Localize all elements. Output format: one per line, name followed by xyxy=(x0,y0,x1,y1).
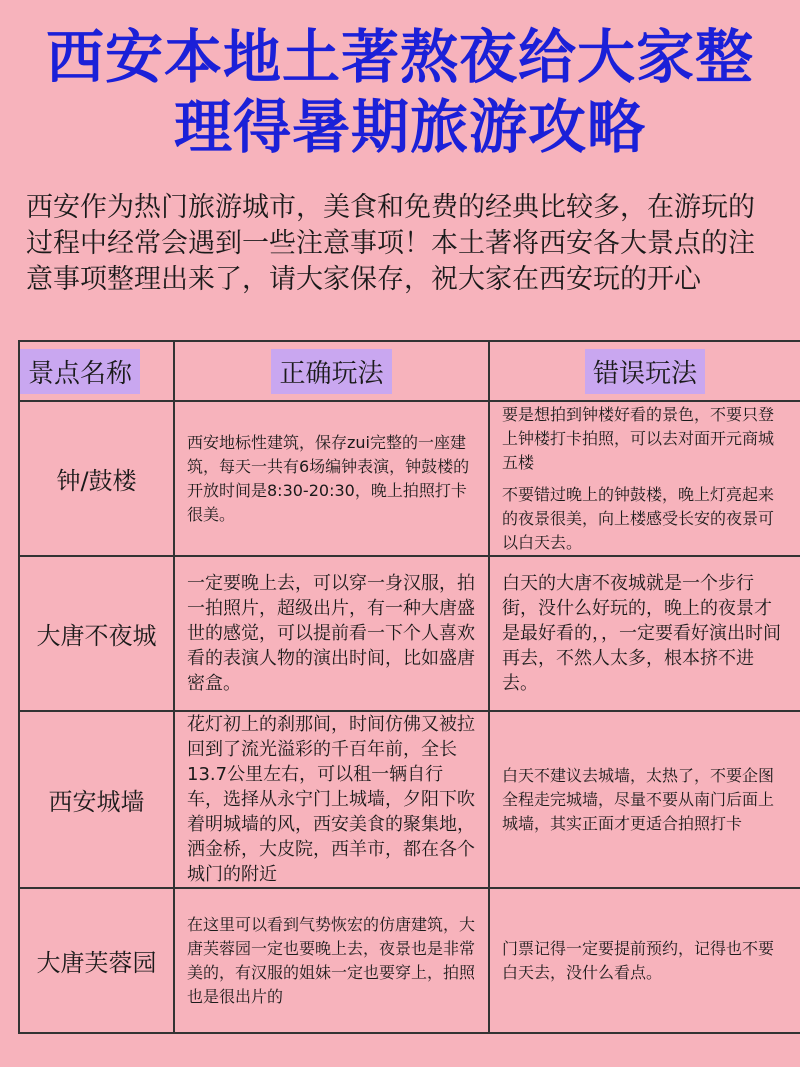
attraction-name: 大唐芙蓉园 xyxy=(19,888,174,1033)
table-row xyxy=(19,711,800,888)
wrong-way-text: 白天不建议去城墙，太热了，不要企图全程走完城墙，尽量不要从南门后面上城墙，其实正面才更适合拍照打卡 xyxy=(502,765,775,833)
header-wrong-way: 错误玩法 xyxy=(585,349,705,394)
table-row xyxy=(19,401,800,556)
correct-way-cell xyxy=(174,711,489,888)
header-cell-correct xyxy=(174,341,489,401)
wrong-way-text: 不要错过晚上的钟鼓楼，晚上灯亮起来的夜景很美，向上楼感受长安的夜景可以白天去。 xyxy=(502,484,775,552)
wrong-way-text: 白天的大唐不夜城就是一个步行街，没什么好玩的，晚上的夜景才是最好看的，，一定要看好演出时间再去，不然人太多，根本挤不进去。 xyxy=(502,573,781,694)
correct-way-cell xyxy=(174,556,489,711)
page-title xyxy=(0,22,800,162)
correct-way-cell xyxy=(174,888,489,1033)
title-line-1: 西安本地土著熬夜给大家整 xyxy=(45,23,754,91)
header-attraction-name: 景点名称 xyxy=(20,349,140,394)
table-row xyxy=(19,888,800,1033)
title-line-2: 理得暑期旅游攻略 xyxy=(173,93,646,161)
correct-way-text: 在这里可以看到气势恢宏的仿唐建筑，大唐芙蓉园一定也要晚上去，夜景也是非常美的，有汉服的姐妹一定也要穿上，拍照也是很出片的 xyxy=(187,914,476,1006)
wrong-way-content xyxy=(490,403,800,555)
correct-way-text: 花灯初上的刹那间，时间仿佛又被拉回到了流光溢彩的千百年前，全长13.7公里左右，可以租一辆自行车，选择从永宁门上城墙，夕阳下吹着明城墙的风，西安美食的聚集地，洒金桥，大皮院，西羊市，都在各个城门的附近 xyxy=(187,714,475,885)
wrong-way-cell xyxy=(489,556,800,711)
table-row xyxy=(19,556,800,711)
intro-paragraph: 西安作为热门旅游城市，美食和免费的经典比较多，在游玩的过程中经常会遇到一些注意事项！本土著将西安各大景点的注意事项整理出来了，请大家保存，祝大家在西安玩的开心 xyxy=(26,192,755,295)
attraction-name: 西安城墙 xyxy=(19,711,174,888)
header-cell-name xyxy=(19,341,174,401)
wrong-way-cell xyxy=(489,401,800,556)
correct-way-cell xyxy=(174,401,489,556)
table-header-row xyxy=(19,341,800,401)
attraction-name: 钟/鼓楼 xyxy=(19,401,174,556)
correct-way-text: 一定要晚上去，可以穿一身汉服，拍一拍照片，超级出片，有一种大唐盛世的感觉，可以提前看一下个人喜欢看的表演人物的演出时间，比如盛唐密盒。 xyxy=(187,573,475,694)
attractions-table xyxy=(18,340,800,1034)
wrong-way-text: 门票记得一定要提前预约，记得也不要白天去，没什么看点。 xyxy=(502,938,775,982)
wrong-way-cell xyxy=(489,711,800,888)
header-correct-way: 正确玩法 xyxy=(271,349,391,394)
header-cell-wrong xyxy=(489,341,800,401)
wrong-way-text: 要是想拍到钟楼好看的景色，不要只登上钟楼打卡拍照，可以去对面开元商城五楼 xyxy=(502,404,775,472)
attraction-name: 大唐不夜城 xyxy=(19,556,174,711)
correct-way-text: 西安地标性建筑，保存zui完整的一座建筑，每天一共有6场编钟表演，钟鼓楼的开放时间是8:30-20:30，晚上拍照打卡很美。 xyxy=(187,432,470,524)
wrong-way-cell xyxy=(489,888,800,1033)
